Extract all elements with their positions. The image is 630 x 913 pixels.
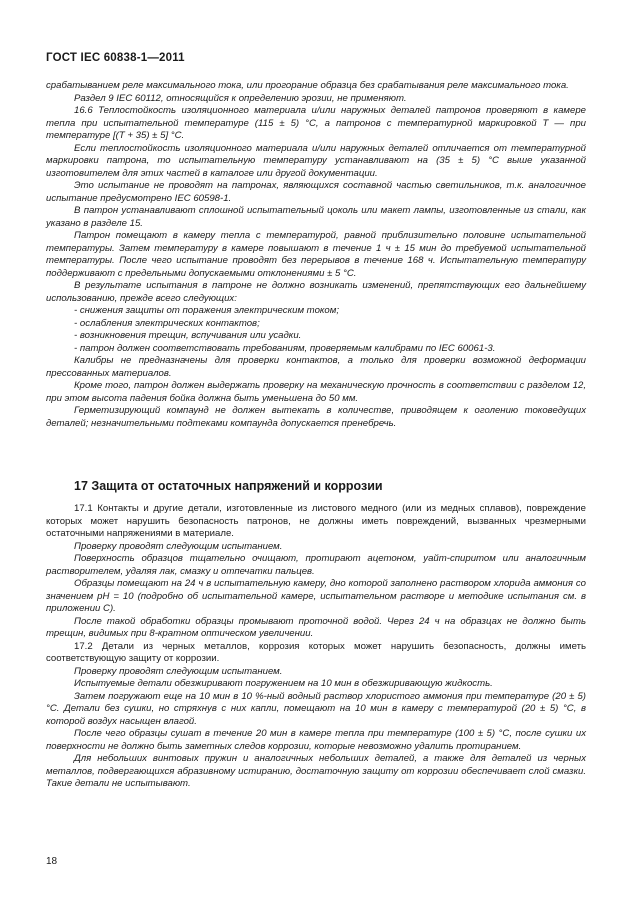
paragraph: - ослабления электрических контактов; — [74, 317, 260, 329]
paragraph: Если теплостойкость изоляционного материала и/или наружных деталей отличается от температурной маркировки патрона, то испытательную температуру устанавливают на (35 ± 5) °С выше указанной изготовителем для этих частей в каталоге или другой документации. — [46, 142, 586, 179]
section-17-text — [46, 503, 586, 791]
document-header: ГОСТ IEC 60838-1—2011 — [46, 52, 185, 64]
paragraph: В патрон устанавливают сплошной испытательный цоколь или макет лампы, изготовленные из стали, как указано в разделе 15. — [46, 205, 586, 229]
paragraph: Это испытание не проводят на патронах, являющихся составной частью светильников, т.к. аналогичное испытание предусмотрено IEC 60598-1. — [46, 180, 586, 204]
paragraph: - возникновения трещин, вспучивания или усадки. — [74, 330, 302, 341]
paragraph: Проверку проводят следующим испытанием. — [74, 540, 283, 552]
paragraph: Патрон помещают в камеру тепла с температурой, равной приблизительно половине испытательной температуры. Затем температуру в камере повышают в течение 1 ч ± 15 мин до требуемой испытательной температуры. После чего испытание проводят без перерывов в течение 168 ч. Испытательную температуру поддерживают с предельными допускаемыми отклонениями ± 5 °С. — [46, 230, 586, 279]
paragraph: После такой обработки образцы промывают проточной водой. Через 24 ч на образцах не должно быть трещин, видимых при 8-кратном оптическом увеличении. — [46, 615, 586, 639]
paragraph: Для небольших винтовых пружин и аналогичных небольших деталей, а также для деталей из черных металлов, подвергающихся абразивному истиранию, достаточную защиту от коррозии обеспечивает слой смазки. Такие детали не испытывают. — [46, 753, 586, 789]
paragraph: 16.6 Теплостойкость изоляционного материала и/или наружных деталей патронов проверяют в камере тепла при испытательной температуре (115 ± 5) °С, а патронов с температурной маркировкой Т — при температуре [(Т + 35) ± 5] °С. — [46, 105, 586, 141]
paragraph: - снижения защиты от поражения электрическим током; — [74, 305, 340, 316]
paragraph: Поверхность образцов тщательно очищают, протирают ацетоном, уайт-спиритом или аналогичным растворителем, удаляя лак, смазку и отпечатки пальцев. — [46, 553, 586, 577]
paragraph: Герметизирующий компаунд не должен вытекать в количестве, приводящем к оголению токоведущих деталей; незначительными подтеками компаунда допускается пренебречь. — [46, 405, 586, 429]
section-17-title: 17 Защита от остаточных напряжений и коррозии — [74, 479, 383, 493]
paragraph: Кроме того, патрон должен выдержать проверку на механическую прочность в соответствии с разделом 12, при этом высота падения бойка должна быть уменьшена до 50 мм. — [46, 380, 586, 404]
paragraph: Раздел 9 IEC 60112, относящийся к определению эрозии, не применяют. — [74, 92, 407, 104]
paragraph: После чего образцы сушат в течение 20 мин в камере тепла при температуре (100 ± 5) °С, после сушки их поверхности не должно быть заметных следов коррозии, которые невозможно удалить протиранием. — [46, 728, 586, 752]
paragraph: Испытуемые детали обезжиривают погружением на 10 мин в обезжиривающую жидкость. — [74, 678, 493, 689]
paragraph: Образцы помещают на 24 ч в испытательную камеру, дно которой заполнено раствором хлорида аммония со значением pH = 10 (подробно об испытательной камере, испытательном растворе и методике испытания см. в приложении С). — [46, 578, 586, 614]
section-16-text — [46, 80, 586, 430]
paragraph: 17.1 Контакты и другие детали, изготовленные из листового медного (или из медных сплавов), повреждение которых может нарушить безопасность патронов, не должны иметь повреждений, вызванных чрезмерными остаточными напряжениями в материале. — [46, 503, 586, 539]
page-number: 18 — [46, 856, 58, 867]
paragraph: - патрон должен соответствовать требованиям, проверяемым калибрами по IEC 60061-3. — [74, 342, 496, 354]
paragraph: 17.2 Детали из черных металлов, коррозия которых может нарушить безопасность, должны иметь соответствующую защиту от коррозии. — [46, 640, 586, 664]
paragraph: В результате испытания в патроне не должно возникать изменений, препятствующих его дальнейшему использованию, прежде всего следующих: — [46, 280, 586, 304]
paragraph: Проверку проводят следующим испытанием. — [74, 665, 283, 677]
paragraph: Калибры не предназначены для проверки контактов, а только для проверки возможной деформации прессованных материалов. — [46, 355, 586, 379]
paragraph: Затем погружают еще на 10 мин в 10 %-ный водный раствор хлористого аммония при температуре (20 ± 5) °С. Детали без сушки, но стряхнув с них капли, помещают на 10 мин в камеру с температурой (20 ± 5) °С, в которой воздух насыщен влагой. — [46, 690, 586, 727]
paragraph: срабатыванием реле максимального тока, или прогорание образца без срабатывания реле максимального тока. — [46, 80, 569, 91]
